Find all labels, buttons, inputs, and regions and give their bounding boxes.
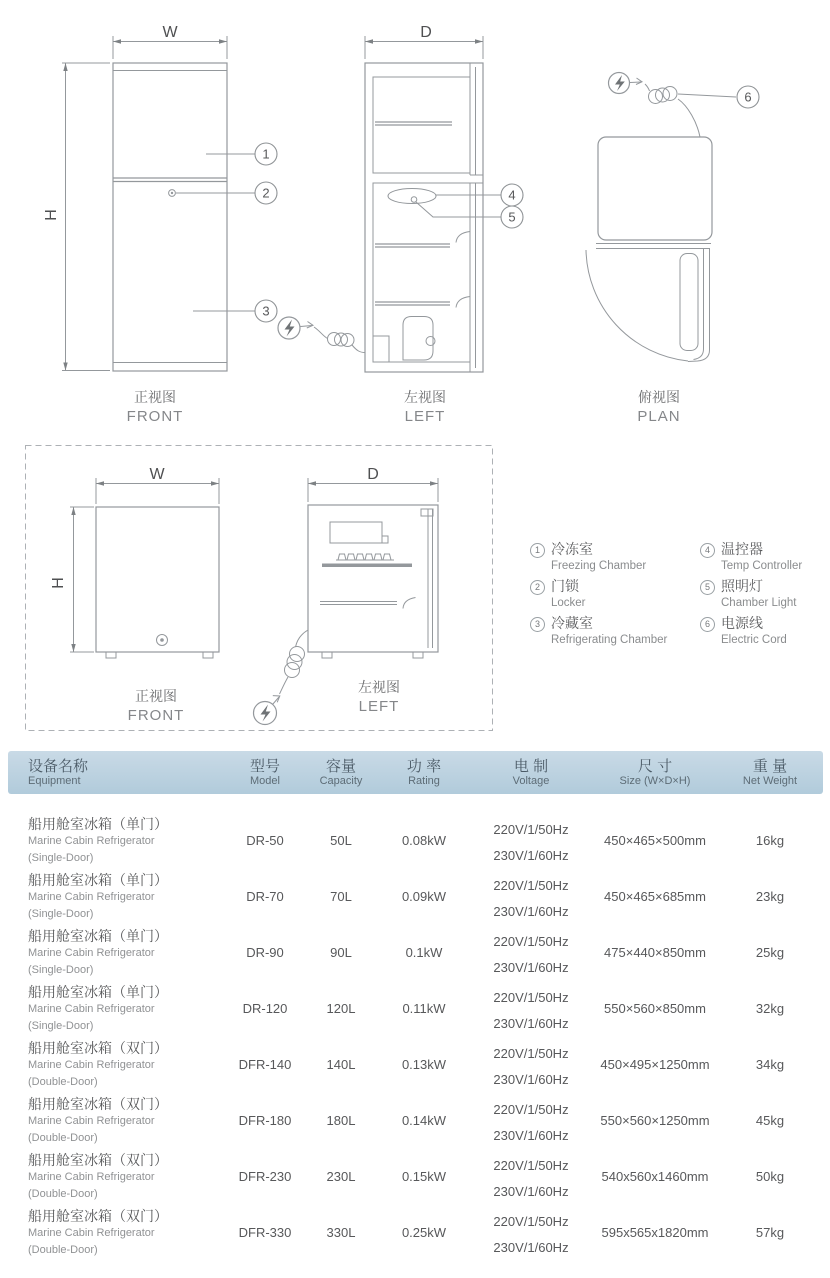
cell-size: 550×560×850mm <box>604 1001 706 1016</box>
legend-label-cn: 门锁 <box>551 578 579 594</box>
cell-weight: 50kg <box>755 1169 785 1184</box>
cell-rating: 0.1kW <box>405 945 443 960</box>
legend-label-en: Temp Controller <box>721 560 803 572</box>
header-voltage: 电 制 Voltage <box>512 757 550 787</box>
legend-label-cn: 温控器 <box>721 541 763 557</box>
cell-size: 450×465×685mm <box>604 889 706 904</box>
cell-capacity: 230L <box>326 1169 356 1184</box>
evaporator-box <box>330 522 382 543</box>
cell-weight: 34kg <box>755 1057 785 1072</box>
cell-voltage: 220V/1/50Hz 230V/1/60Hz <box>493 989 569 1031</box>
legend-item <box>700 616 830 653</box>
power-plug-icon-plan <box>609 73 650 94</box>
boxed-left-view-drawing <box>254 466 439 725</box>
cell-equipment: 船用舱室冰箱（单门） Marine Cabin Refrigerator (Single-Door) <box>28 928 168 976</box>
header-model: 型号 Model <box>249 757 280 787</box>
cell-model: DFR-230 <box>238 1169 292 1184</box>
legend-item <box>530 579 700 616</box>
cell-size: 450×495×1250mm <box>600 1057 710 1072</box>
cell-size: 595x565x1820mm <box>601 1225 709 1240</box>
dim-w-label: W <box>162 24 178 41</box>
header-capacity: 容量 Capacity <box>319 757 363 787</box>
legend-number-badge: 6 <box>700 617 715 632</box>
cell-voltage: 220V/1/50Hz 230V/1/60Hz <box>493 1157 569 1199</box>
svg-text:5: 5 <box>508 209 516 225</box>
door-lock <box>169 190 176 197</box>
cell-voltage: 220V/1/50Hz 230V/1/60Hz <box>493 1101 569 1143</box>
cell-size: 475×440×850mm <box>604 945 706 960</box>
cell-model: DFR-140 <box>238 1057 292 1072</box>
plan-view-label-cn: 俯视图 <box>638 389 680 405</box>
cell-model: DR-70 <box>246 889 284 904</box>
callout-4 <box>436 184 523 206</box>
cell-rating: 0.09kW <box>401 889 447 904</box>
front-view-drawing <box>43 24 277 425</box>
table-row <box>0 817 830 873</box>
cell-rating: 0.14kW <box>401 1113 447 1128</box>
dim-h-label: H <box>43 209 60 221</box>
legend-item <box>530 616 700 653</box>
cell-weight: 23kg <box>755 889 785 904</box>
svg-text:W: W <box>149 466 165 483</box>
height-dimension <box>43 63 110 371</box>
cell-weight: 57kg <box>755 1225 785 1240</box>
chamber-light-drawing <box>388 189 436 204</box>
legend-number-badge: 1 <box>530 543 545 558</box>
power-cord-coil-small <box>280 630 309 694</box>
cell-model: DFR-330 <box>238 1225 292 1240</box>
legend-number-badge: 2 <box>530 580 545 595</box>
cell-voltage: 220V/1/50Hz 230V/1/60Hz <box>493 1045 569 1087</box>
legend-item <box>530 542 700 579</box>
width-dimension <box>113 24 227 59</box>
height-dimension-small <box>50 507 94 652</box>
callout-1 <box>206 143 277 165</box>
cell-capacity: 140L <box>326 1057 356 1072</box>
header-size: 尺 寸 Size (W×D×H) <box>619 757 691 787</box>
legend-label-cn: 照明灯 <box>721 578 763 594</box>
cell-capacity: 50L <box>330 833 352 848</box>
cell-model: DFR-180 <box>238 1113 292 1128</box>
depth-dimension <box>365 24 483 59</box>
header-weight: 重 量 Net Weight <box>742 757 798 787</box>
spec-table-body <box>0 817 830 1265</box>
cell-voltage: 220V/1/50Hz 230V/1/60Hz <box>493 933 569 975</box>
legend-column-1 <box>530 542 700 653</box>
spec-table-header <box>8 751 823 794</box>
table-row <box>0 1153 830 1209</box>
legend-number-badge: 5 <box>700 580 715 595</box>
cell-size: 540x560x1460mm <box>601 1169 709 1184</box>
header-equipment: 设备名称 Equipment <box>28 757 89 787</box>
table-row <box>0 1209 830 1265</box>
boxed-front-view-drawing <box>50 466 219 724</box>
boxed-left-label-en: LEFT <box>358 698 400 715</box>
legend-item <box>700 579 830 616</box>
cell-capacity: 330L <box>326 1225 356 1240</box>
legend-label-en: Electric Cord <box>721 634 787 646</box>
cell-model: DR-90 <box>246 945 284 960</box>
cell-weight: 45kg <box>755 1113 785 1128</box>
door-swing-arc <box>586 250 688 361</box>
cell-model: DR-50 <box>246 833 284 848</box>
cell-size: 550×560×1250mm <box>600 1113 710 1128</box>
svg-text:D: D <box>367 466 379 483</box>
cell-size: 450×465×500mm <box>604 833 706 848</box>
ice-tray <box>336 554 394 560</box>
door-lock-small <box>157 635 168 646</box>
width-dimension-small <box>96 466 219 504</box>
plan-view-drawing <box>586 73 759 426</box>
cell-capacity: 120L <box>326 1001 356 1016</box>
cell-weight: 32kg <box>755 1001 785 1016</box>
depth-dimension-small <box>308 466 438 502</box>
legend-label-en: Refrigerating Chamber <box>551 634 668 646</box>
svg-text:1: 1 <box>262 146 270 162</box>
cell-capacity: 180L <box>326 1113 356 1128</box>
front-view-label-cn: 正视图 <box>134 389 176 405</box>
svg-text:4: 4 <box>508 187 516 203</box>
boxed-left-label-cn: 左视图 <box>358 679 400 695</box>
cell-equipment: 船用舱室冰箱（单门） Marine Cabin Refrigerator (Single-Door) <box>28 984 168 1032</box>
cell-model: DR-120 <box>242 1001 288 1016</box>
front-view-label-en: FRONT <box>126 408 184 425</box>
callout-3 <box>193 300 277 322</box>
legend-label-en: Chamber Light <box>721 597 797 609</box>
power-plug-icon <box>278 317 313 339</box>
table-row <box>0 985 830 1041</box>
dim-d-label: D <box>420 24 432 41</box>
compressor-drawing <box>403 317 435 361</box>
boxed-front-label-en: FRONT <box>127 707 185 724</box>
left-view-label-cn: 左视图 <box>404 389 446 405</box>
legend-label-cn: 冷冻室 <box>551 541 593 557</box>
cell-rating: 0.08kW <box>401 833 447 848</box>
cell-rating: 0.25kW <box>401 1225 447 1240</box>
legend-number-badge: 4 <box>700 543 715 558</box>
svg-text:3: 3 <box>262 303 270 319</box>
callout-6 <box>678 86 759 108</box>
power-cord-coil <box>314 327 365 353</box>
legend-number-badge: 3 <box>530 617 545 632</box>
plan-view-label-en: PLAN <box>637 408 681 425</box>
cell-equipment: 船用舱室冰箱（单门） Marine Cabin Refrigerator (Single-Door) <box>28 816 168 864</box>
legend-item <box>700 542 830 579</box>
cell-equipment: 船用舱室冰箱（单门） Marine Cabin Refrigerator (Single-Door) <box>28 872 168 920</box>
power-plug-icon-small <box>254 696 280 725</box>
table-row <box>0 873 830 929</box>
boxed-front-label-cn: 正视图 <box>135 688 177 704</box>
header-rating: 功 率 Rating <box>406 757 442 787</box>
cell-capacity: 90L <box>330 945 352 960</box>
left-view-label-en: LEFT <box>404 408 446 425</box>
legend-column-2 <box>700 542 830 653</box>
cell-capacity: 70L <box>330 889 352 904</box>
cell-voltage: 220V/1/50Hz 230V/1/60Hz <box>493 877 569 919</box>
technical-drawings-top <box>0 0 830 438</box>
cell-rating: 0.11kW <box>402 1001 446 1016</box>
cell-equipment: 船用舱室冰箱（双门） Marine Cabin Refrigerator (Double-Door) <box>28 1208 168 1256</box>
cell-voltage: 220V/1/50Hz 230V/1/60Hz <box>493 821 569 863</box>
cell-rating: 0.13kW <box>401 1057 447 1072</box>
cell-equipment: 船用舱室冰箱（双门） Marine Cabin Refrigerator (Double-Door) <box>28 1040 168 1088</box>
table-row <box>0 1041 830 1097</box>
cell-equipment: 船用舱室冰箱（双门） Marine Cabin Refrigerator (Double-Door) <box>28 1096 168 1144</box>
legend-label-cn: 冷藏室 <box>551 615 593 631</box>
cell-weight: 16kg <box>755 833 785 848</box>
legend-label-cn: 电源线 <box>721 615 763 631</box>
legend-label-en: Freezing Chamber <box>551 560 647 572</box>
svg-text:H: H <box>50 577 67 589</box>
cell-rating: 0.15kW <box>401 1169 447 1184</box>
cell-equipment: 船用舱室冰箱（双门） Marine Cabin Refrigerator (Double-Door) <box>28 1152 168 1200</box>
svg-text:6: 6 <box>744 89 752 105</box>
power-cord-coil-plan <box>649 87 678 104</box>
parts-legend <box>530 542 830 653</box>
table-row <box>0 1097 830 1153</box>
legend-label-en: Locker <box>551 597 586 609</box>
cell-voltage: 220V/1/50Hz 230V/1/60Hz <box>493 1213 569 1255</box>
svg-text:2: 2 <box>262 185 270 201</box>
table-row <box>0 929 830 985</box>
cell-weight: 25kg <box>755 945 785 960</box>
left-view-drawing <box>365 24 523 425</box>
